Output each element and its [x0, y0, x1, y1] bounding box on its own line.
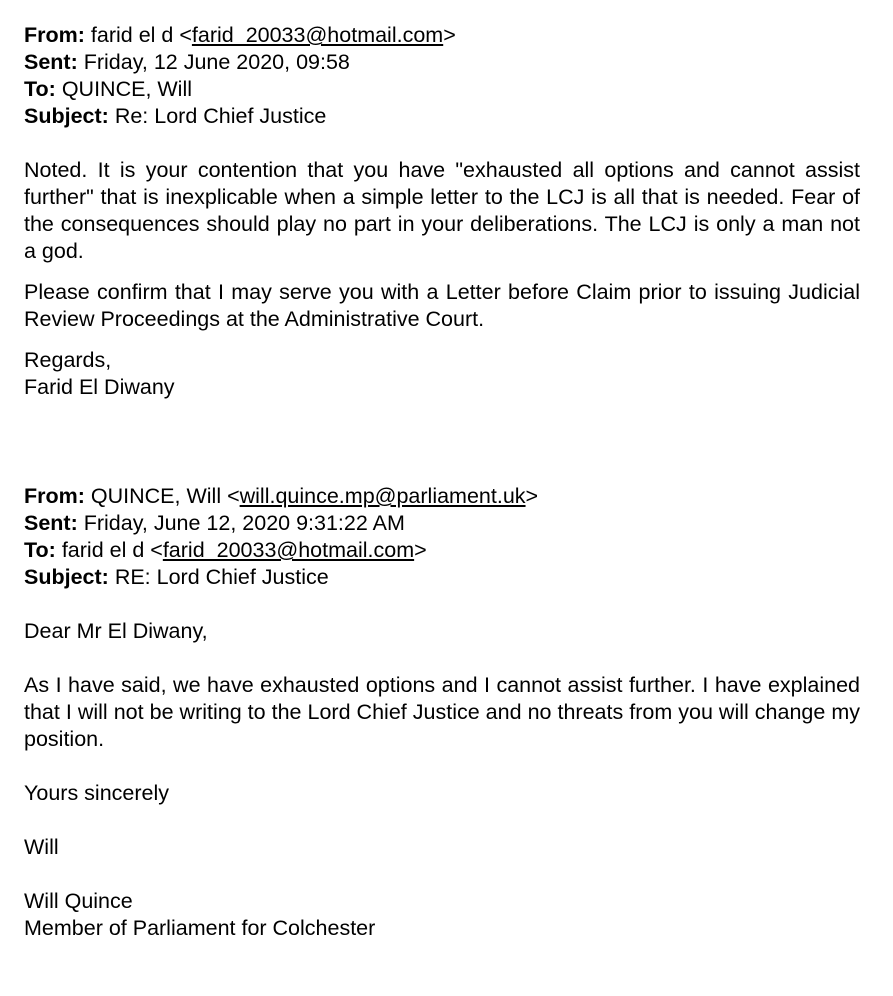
to-email-link[interactable]: farid_20033@hotmail.com: [162, 538, 415, 562]
subject-label: Subject:: [24, 565, 109, 589]
sent-label: Sent:: [24, 511, 78, 535]
subject-label: Subject:: [24, 104, 109, 128]
to-label: To:: [24, 77, 56, 101]
sent-value: Friday, 12 June 2020, 09:58: [83, 50, 350, 74]
to-value: QUINCE, Will: [61, 77, 193, 101]
message2-full-name: Will Quince: [24, 889, 133, 913]
message1-paragraph: Please confirm that I may serve you with a Letter before Claim prior to issuing Judicial Review Proceedings at the Administrative Court.: [24, 280, 860, 331]
from-email-link[interactable]: farid_20033@hotmail.com: [191, 23, 444, 47]
message2-header: [24, 483, 860, 591]
from-name: farid el d: [90, 23, 174, 47]
message1-from-line: From: farid el d <farid_20033@hotmail.com>: [24, 23, 456, 47]
email-document: [24, 22, 860, 942]
message1-signature: Farid El Diwany: [24, 375, 175, 399]
message1-paragraph: Noted. It is your contention that you have "exhausted all options and cannot assist further" that is inexplicable when a simple letter to the LCJ is all that is needed. Fear of the consequences should play no part in your deliberations. The LCJ is only a man not a god.: [24, 158, 860, 263]
message1-subject-line: [24, 103, 860, 130]
message2-greeting: Dear Mr El Diwany,: [24, 619, 208, 643]
message1-sent-line: [24, 49, 860, 76]
from-email-link[interactable]: will.quince.mp@parliament.uk: [239, 484, 526, 508]
sent-label: Sent:: [24, 50, 78, 74]
message1-header: [24, 22, 860, 130]
message2-paragraph: As I have said, we have exhausted options and I cannot assist further. I have explained that I will not be writing to the Lord Chief Justice and no threats from you will change my position.: [24, 673, 860, 751]
message2-from-line: From: QUINCE, Will <will.quince.mp@parliament.uk>: [24, 484, 539, 508]
subject-value: Re: Lord Chief Justice: [114, 104, 327, 128]
message2-closing: Yours sincerely: [24, 781, 169, 805]
subject-value: RE: Lord Chief Justice: [114, 565, 329, 589]
message2-title: Member of Parliament for Colchester: [24, 916, 376, 940]
to-name: farid el d: [61, 538, 145, 562]
message1-to-line: [24, 76, 860, 103]
message2-short-signature: Will: [24, 835, 59, 859]
from-label: From:: [24, 484, 85, 508]
from-label: From:: [24, 23, 85, 47]
sent-value: Friday, June 12, 2020 9:31:22 AM: [83, 511, 405, 535]
from-name: QUINCE, Will: [90, 484, 222, 508]
message1-closing: Regards,: [24, 348, 112, 372]
message2-sent-line: [24, 510, 860, 537]
message2-to-line: To: farid el d <farid_20033@hotmail.com>: [24, 538, 427, 562]
to-label: To:: [24, 538, 56, 562]
message2-subject-line: [24, 564, 860, 591]
